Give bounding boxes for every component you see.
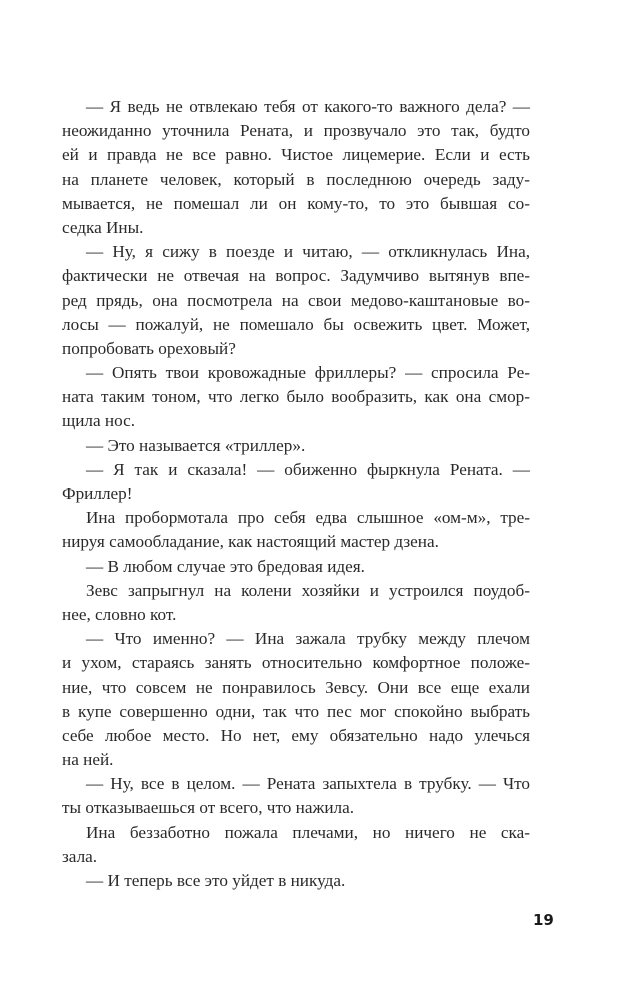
text-line: ей и правда не все равно. Чистое лицемерие. Если и есть xyxy=(62,145,530,165)
text-line: нируя самообладание, как настоящий мастер дзена. xyxy=(62,532,439,552)
text-line: — Я ведь не отвлекаю тебя от какого-то важного дела? — xyxy=(86,97,530,116)
text-line: седка Ины. xyxy=(62,217,144,237)
text-line: и ухом, стараясь занять относительно комфортное положе- xyxy=(62,653,530,673)
text-line: — Это называется «триллер». xyxy=(86,435,306,455)
text-line: на планете человек, который в последнюю очередь заду- xyxy=(62,169,530,189)
text-line: попробовать ореховый? xyxy=(62,338,236,358)
page-number: 19 xyxy=(533,911,554,929)
text-line: — Ну, я сижу в поезде и читаю, — откликнулась Ина, xyxy=(86,242,530,262)
text-line: ната таким тоном, что легко было вообразить, как она смор- xyxy=(62,387,530,407)
text-line: — Опять твои кровожадные фриллеры? — спросила Ре- xyxy=(86,363,530,383)
text-line: щила нос. xyxy=(62,411,136,431)
text-line: Фриллер! xyxy=(62,484,133,503)
text-line: — В любом случае это бредовая идея. xyxy=(86,556,365,576)
text-line: лосы — пожалуй, не помешало бы освежить цвет. Может, xyxy=(62,314,530,334)
text-line: зала. xyxy=(62,846,98,866)
text-line: нее, словно кот. xyxy=(62,604,177,624)
text-line: Ина беззаботно пожала плечами, но ничего не ска- xyxy=(86,822,530,842)
text-line: ты отказываешься от всего, что нажила. xyxy=(62,798,355,818)
text-line: неожиданно уточнила Рената, и прозвучало это так, будто xyxy=(62,121,530,141)
text-line: мывается, не помешал ли он кому-то, то это бывшая со- xyxy=(62,193,530,213)
text-line: Зевс запрыгнул на колени хозяйки и устроился поудоб- xyxy=(86,580,530,600)
text-line: себе любое место. Но нет, ему обязательно надо улечься xyxy=(62,725,530,745)
text-line: ред прядь, она посмотрела на свои медово-каштановые во- xyxy=(62,290,530,310)
text-line: в купе совершенно одни, так что пес мог спокойно выбрать xyxy=(62,701,530,721)
text-line: ние, что совсем не понравилось Зевсу. Они все еще ехали xyxy=(62,677,530,697)
text-line: на ней. xyxy=(62,750,114,770)
text-line: — Я так и сказала! — обиженно фыркнула Рената. — xyxy=(86,459,530,479)
text-line: Ина пробормотала про себя едва слышное «ом-м», тре- xyxy=(86,508,530,528)
text-line: — Что именно? — Ина зажала трубку между плечом xyxy=(86,629,530,649)
text-line: — И теперь все это уйдет в никуда. xyxy=(86,871,346,890)
text-line: — Ну, все в целом. — Рената запыхтела в трубку. — Что xyxy=(86,774,530,794)
body-text xyxy=(62,95,530,893)
text-line: фактически не отвечая на вопрос. Задумчиво вытянув впе- xyxy=(62,266,530,286)
